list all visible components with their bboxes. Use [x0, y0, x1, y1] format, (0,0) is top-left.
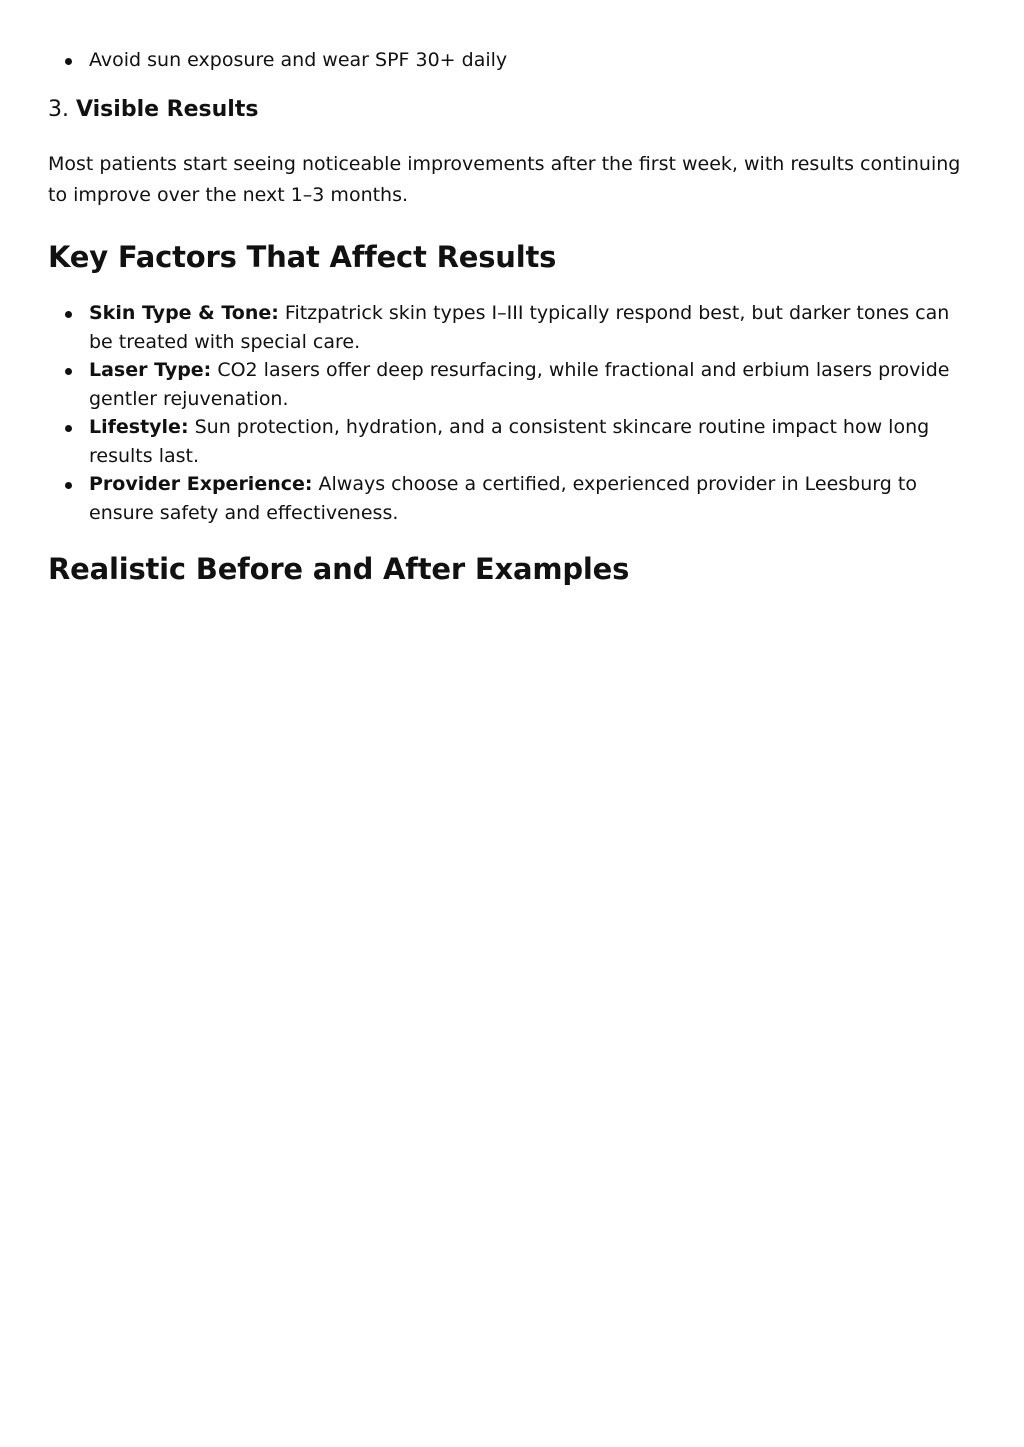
list-item: [48, 356, 978, 413]
factor-label: Lifestyle:: [89, 416, 189, 438]
key-factors-heading: Key Factors That Affect Results: [48, 240, 557, 274]
factor-label: Provider Experience:: [89, 473, 313, 495]
examples-heading: Realistic Before and After Examples: [48, 552, 630, 586]
factor-label: Skin Type & Tone:: [89, 302, 279, 324]
factor-text: CO2 lasers offer deep resurfacing, while fractional and erbium lasers provide gentler rejuvenation.: [89, 359, 950, 410]
document-page: [48, 46, 978, 589]
key-factors-list: [48, 299, 978, 527]
list-item: [48, 299, 978, 356]
step-number: 3.: [48, 97, 69, 122]
list-item: [48, 413, 978, 470]
list-item: [48, 470, 978, 527]
factor-label: Laser Type:: [89, 359, 212, 381]
visible-results-heading: [48, 95, 978, 125]
step-title: Visible Results: [76, 97, 259, 122]
factor-text: Sun protection, hydration, and a consistent skincare routine impact how long results last.: [89, 416, 930, 467]
visible-results-paragraph: Most patients start seeing noticeable improvements after the first week, with results continuing to improve over the next 1–3 months.: [48, 153, 961, 206]
list-item: Avoid sun exposure and wear SPF 30+ daily: [48, 46, 978, 75]
factor-text: Fitzpatrick skin types I–III typically respond best, but darker tones can be treated with special care.: [89, 302, 950, 353]
factor-text: Always choose a certified, experienced provider in Leesburg to ensure safety and effectiveness.: [89, 473, 917, 524]
aftercare-list: [48, 46, 978, 75]
